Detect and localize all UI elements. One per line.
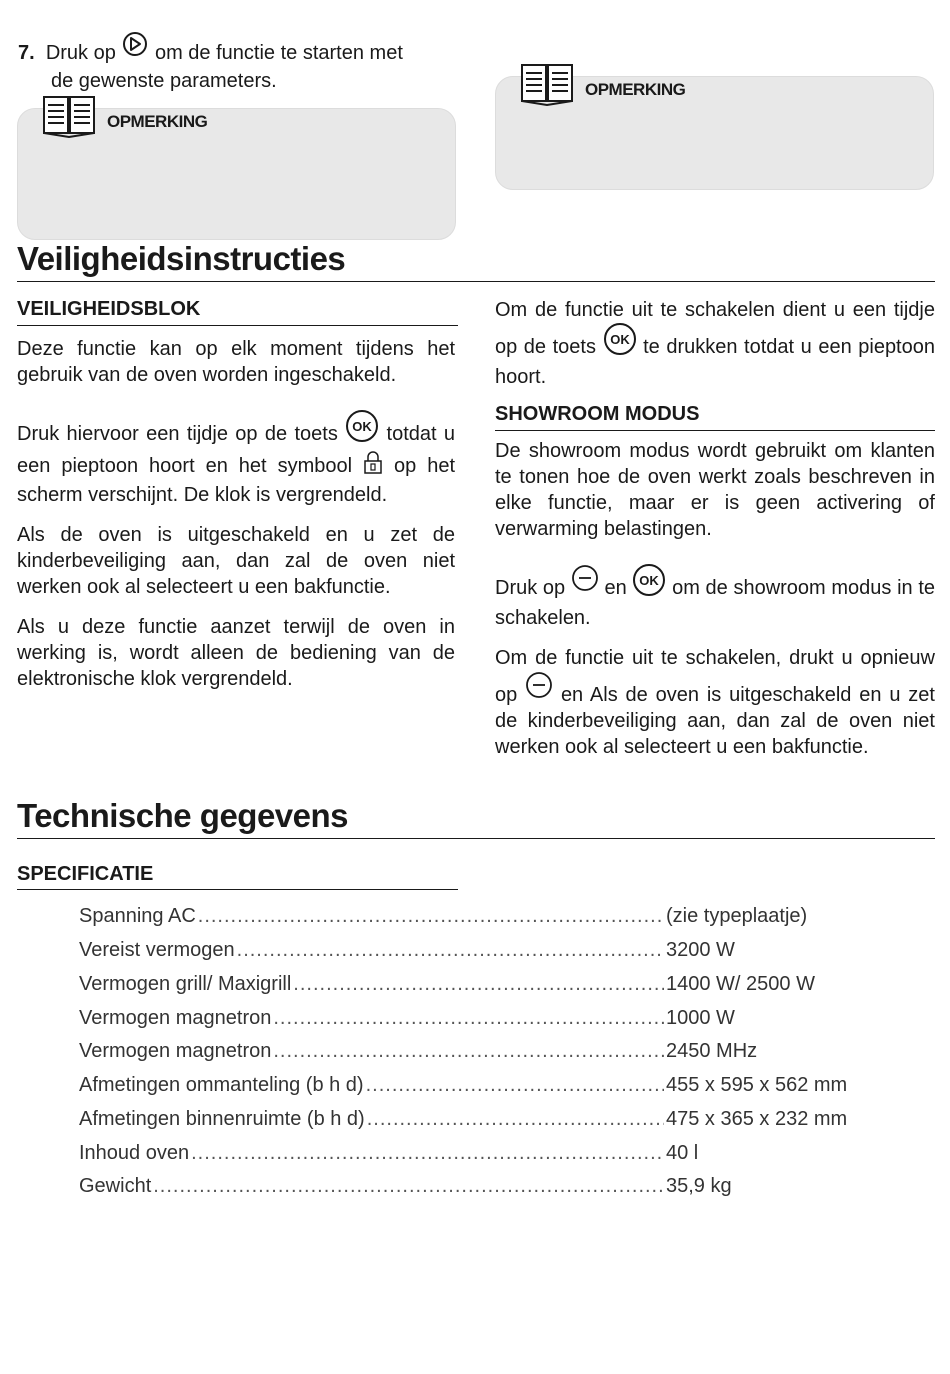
section-divider — [17, 838, 935, 839]
leader-dots — [367, 1108, 664, 1131]
spec-label: Vermogen magnetron — [79, 1040, 272, 1062]
book-icon — [521, 64, 573, 106]
paragraph — [495, 564, 935, 631]
spec-label: Vermogen grill/ Maxigrill — [79, 973, 292, 995]
paragraph-part: totdat u een pieptoon hoort en het symbool — [17, 423, 456, 477]
subheading-divider — [495, 430, 935, 431]
spec-row — [79, 1108, 869, 1138]
spec-value: 35,9 kg — [666, 1175, 732, 1197]
subheading-safety-block: VEILIGHEIDSBLOK — [17, 298, 201, 320]
spec-label: Vermogen magnetron — [79, 1007, 272, 1029]
spec-label: Afmetingen ommanteling (b h d) — [79, 1074, 364, 1096]
spec-value: 475 x 365 x 232 mm — [666, 1108, 848, 1130]
paragraph: Als u deze functie aanzet terwijl de oven in werking is, wordt alleen de bediening van de elektronische klok vergrendeld. — [17, 616, 455, 690]
subheading-divider — [17, 889, 458, 890]
paragraph-part: Om de functie uit te schakelen dient u een tijdje op de toets — [495, 299, 935, 358]
book-icon — [43, 96, 95, 138]
leader-dots — [191, 1142, 664, 1165]
spec-row — [79, 1040, 869, 1070]
svg-text:OK: OK — [352, 419, 372, 434]
spec-value: 2450 MHz — [666, 1040, 758, 1062]
spec-row — [79, 1142, 869, 1172]
paragraph — [495, 297, 935, 390]
leader-dots — [273, 1040, 664, 1063]
safety-left-column — [17, 336, 455, 692]
spec-value: 1400 W/ 2500 W — [666, 973, 815, 995]
spec-label: Spanning AC — [79, 905, 196, 927]
spec-value: 455 x 595 x 562 mm — [666, 1074, 848, 1096]
section-title-safety: Veiligheidsinstructies — [17, 240, 346, 277]
subheading-specification: SPECIFICATIE — [17, 863, 154, 885]
leader-dots — [237, 939, 664, 962]
ok-button-icon — [632, 564, 666, 605]
showroom-text — [495, 438, 935, 760]
step-number: 7. — [18, 42, 35, 64]
svg-text:OK: OK — [639, 573, 660, 588]
paragraph: Als de oven is uitgeschakeld en u zet de kinderbeveiliging aan, dan zal de oven niet werken ook al selecteert u een bakfunctie. — [17, 524, 455, 598]
step-text-line2: de gewenste parameters. — [51, 70, 277, 92]
spec-label: Gewicht — [79, 1175, 152, 1197]
step-text-after-icon: om de functie te starten met — [154, 42, 403, 64]
paragraph-part: om de showroom modus in te schakelen. — [495, 577, 936, 629]
paragraph-part: te drukken totdat u een pieptoon hoort. — [495, 336, 935, 388]
leader-dots — [273, 1007, 664, 1030]
paragraph — [17, 410, 455, 508]
ok-button-icon — [345, 410, 379, 451]
section-divider — [17, 281, 935, 282]
spec-row — [79, 1007, 869, 1037]
leader-dots — [198, 905, 664, 928]
section-title-technical: Technische gegevens — [17, 797, 349, 834]
paragraph-part: en Als de oven is uitgeschakeld en u zet de kinderbeveiliging aan, dan zal de oven niet werken ook al selecteert u een bakfunctie. — [495, 684, 935, 758]
spec-row — [79, 1175, 869, 1205]
note-label-right: OPMERKING — [585, 80, 686, 99]
spec-value: 3200 W — [666, 939, 735, 961]
spec-row — [79, 1074, 869, 1104]
spec-row — [79, 973, 869, 1003]
paragraph — [495, 645, 935, 760]
paragraph-part: op het scherm verschijnt. De klok is vergrendeld. — [17, 455, 455, 506]
subheading-divider — [17, 325, 458, 326]
note-header-left — [43, 96, 207, 138]
spec-value: 1000 W — [666, 1007, 735, 1029]
spec-value: 40 l — [666, 1142, 699, 1164]
paragraph-part: en — [604, 577, 627, 599]
note-label-left: OPMERKING — [107, 112, 208, 131]
play-circle-icon — [121, 31, 149, 68]
paragraph: De showroom modus wordt gebruikt om klanten te tonen hoe de oven werkt zoals beschreven in elke functie, maar er is geen activering of verwarming belastingen. — [495, 440, 935, 540]
spec-label: Inhoud oven — [79, 1142, 190, 1164]
safety-right-column — [495, 297, 935, 390]
spec-row — [79, 939, 869, 969]
svg-text:OK: OK — [609, 332, 630, 347]
spec-label: Vereist vermogen — [79, 939, 235, 961]
lock-icon — [363, 451, 383, 482]
leader-dots — [153, 1175, 664, 1198]
paragraph: Deze functie kan op elk moment tijdens het gebruik van de oven worden ingeschakeld. — [17, 338, 455, 386]
paragraph-part: Om de functie uit te schakelen, drukt u opnieuw op — [495, 647, 935, 706]
leader-dots — [293, 973, 664, 996]
leader-dots — [366, 1074, 664, 1097]
ok-button-icon — [603, 323, 637, 364]
spec-value: (zie typeplaatje) — [666, 905, 808, 927]
minus-circle-icon — [571, 564, 599, 599]
spec-label: Afmetingen binnenruimte (b h d) — [79, 1108, 365, 1130]
subheading-showroom: SHOWROOM MODUS — [495, 403, 700, 425]
step-7 — [18, 31, 458, 94]
note-header-right — [521, 64, 685, 106]
minus-circle-icon — [525, 671, 553, 706]
paragraph-part: Druk hiervoor een tijdje op de toets — [17, 423, 338, 445]
paragraph-part: Druk op — [495, 577, 566, 599]
spec-row — [79, 905, 869, 935]
step-text-before-icon: Druk op — [45, 42, 116, 64]
